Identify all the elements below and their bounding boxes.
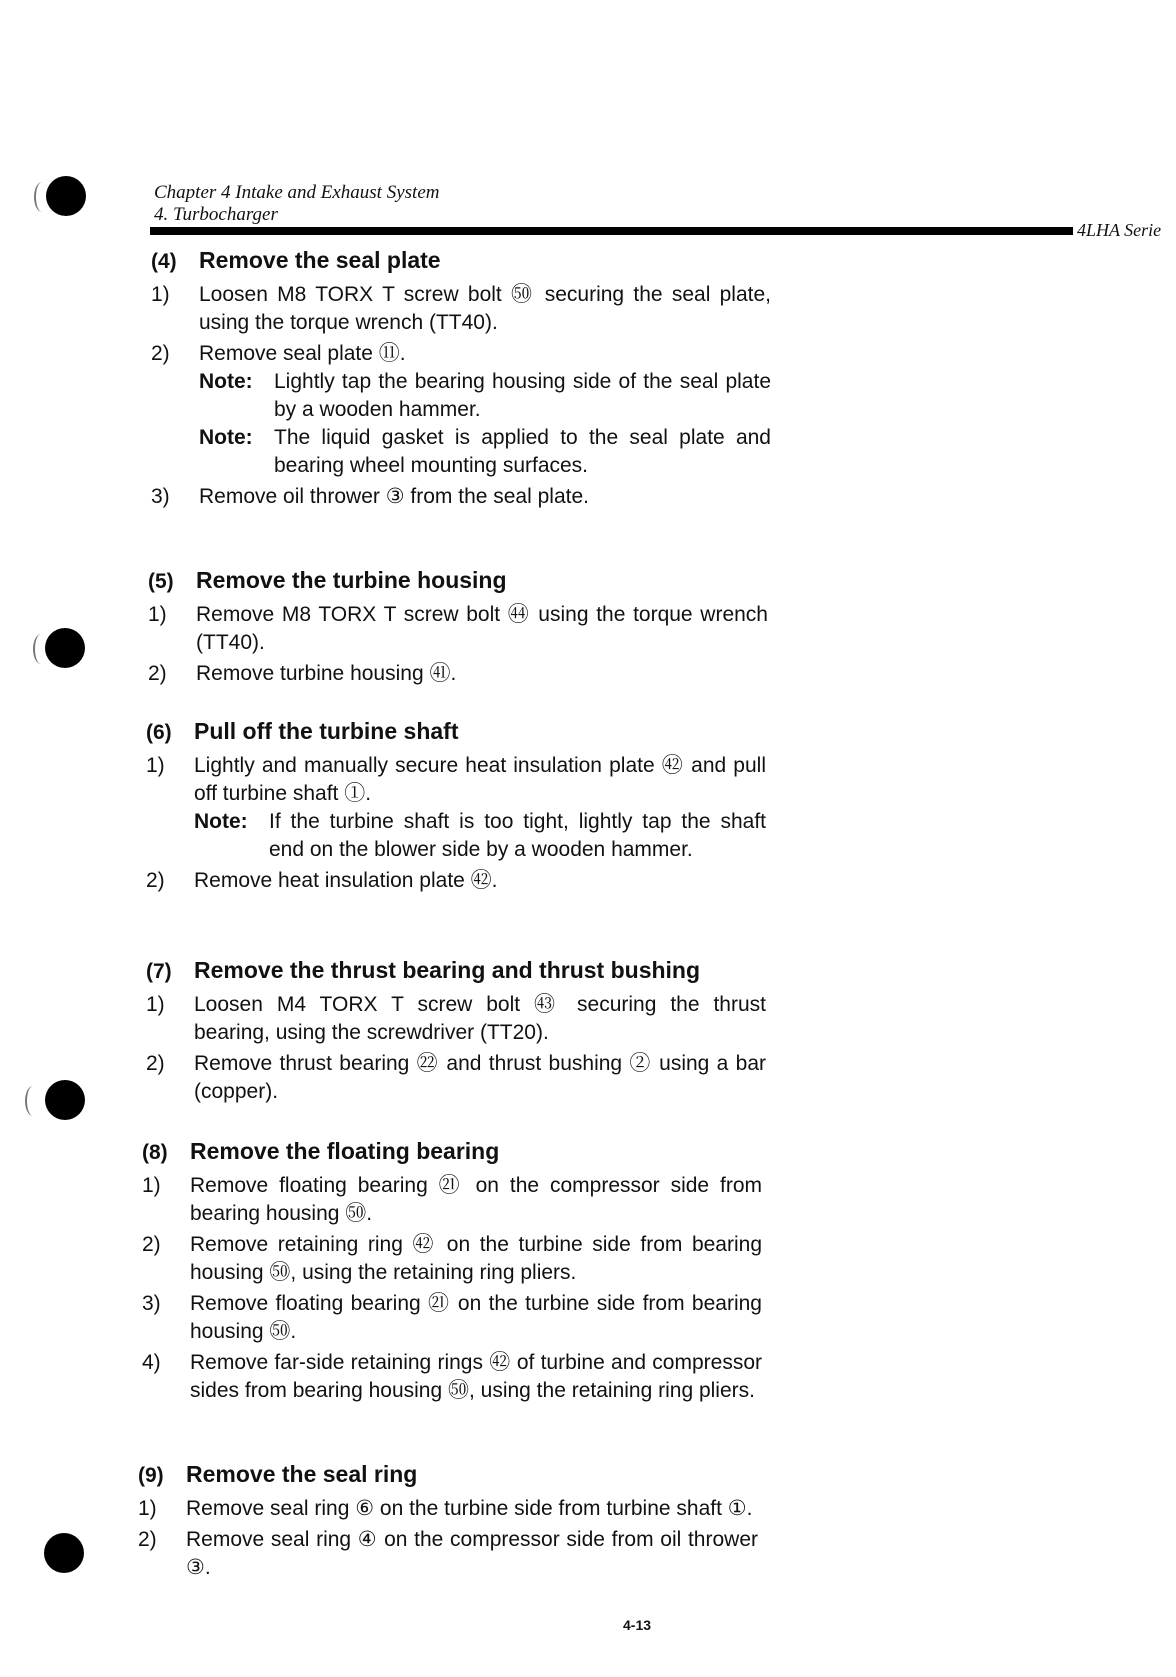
step-number: 1) [146,754,165,777]
section-number: (8) [142,1141,168,1164]
step-number: 3) [151,485,170,508]
step-text: Remove seal plate ⑪. [199,342,406,365]
section-heading: Remove the seal ring [186,1461,418,1487]
step-text: Remove heat insulation plate ㊷. [194,869,498,892]
note [199,424,771,480]
section-7 [146,957,766,1106]
step-text: Remove M8 TORX T screw bolt ㊹ using the torque wrench (TT40). [196,603,768,654]
section-heading: Remove the floating bearing [190,1138,500,1164]
note-text: The liquid gasket is applied to the seal plate and bearing wheel mounting surfaces. [274,426,771,477]
step [138,1526,758,1582]
step [138,1495,758,1523]
step [142,1172,762,1228]
step-text: Remove floating bearing ㉑ on the compressor side from bearing housing ㊿. [190,1174,762,1225]
section-number: (7) [146,960,172,983]
step-number: 3) [142,1292,161,1315]
step-number: 1) [138,1497,157,1520]
section-number: (6) [146,721,172,744]
step-text: Remove far-side retaining rings ㊷ of turbine and compressor sides from bearing housing ㊿, using the retaining ring pliers. [190,1351,762,1402]
step-number: 2) [142,1233,161,1256]
step-text: Remove seal ring ④ on the compressor side from oil thrower ③. [186,1528,758,1579]
step-text: Remove turbine housing ㊶. [196,662,457,685]
step [151,483,771,511]
step [146,1050,766,1106]
punch-hole-4 [44,1533,84,1573]
punch-hole-arc-1 [34,182,50,212]
section-heading: Pull off the turbine shaft [194,718,459,744]
step-text: Loosen M8 TORX T screw bolt ㊿ securing the seal plate, using the torque wrench (TT40). [199,283,771,334]
step [151,281,771,337]
step-text: Remove floating bearing ㉑ on the turbine side from bearing housing ㊿. [190,1292,762,1343]
step-number: 4) [142,1351,161,1374]
section-number: (4) [151,250,177,273]
step [142,1290,762,1346]
step-text: Loosen M4 TORX T screw bolt ㊸ securing the thrust bearing, using the screwdriver (TT20). [194,993,766,1044]
step [142,1349,762,1405]
section-5 [148,567,768,688]
step-text: Remove oil thrower ③ from the seal plate. [199,485,589,508]
step [146,752,766,864]
note-text: Lightly tap the bearing housing side of the seal plate by a wooden hammer. [274,370,771,421]
section-number: (5) [148,570,174,593]
step-number: 1) [146,993,165,1016]
header-rule [150,227,1073,235]
step-text: Remove retaining ring ㊷ on the turbine side from bearing housing ㊿, using the retaining ring pliers. [190,1233,762,1284]
note-label: Note: [199,370,253,393]
step [146,991,766,1047]
step-number: 2) [148,662,167,685]
punch-hole-arc-3 [25,1086,41,1116]
section-number: (9) [138,1464,164,1487]
step-number: 1) [142,1174,161,1197]
section-8 [142,1138,762,1405]
note-label: Note: [199,426,253,449]
page-number: 4-13 [623,1617,652,1633]
step-text: Lightly and manually secure heat insulation plate ㊷ and pull off turbine shaft ①. [194,754,766,805]
step-text: Remove thrust bearing ㉒ and thrust bushing ② using a bar (copper). [194,1052,766,1103]
step [146,867,766,895]
step-number: 2) [138,1528,157,1551]
step-number: 2) [146,1052,165,1075]
punch-hole-1 [46,176,86,216]
step-number: 1) [151,283,170,306]
section-heading: Remove the thrust bearing and thrust bushing [194,957,701,983]
step [148,660,768,688]
section-title: 4. Turbocharger [154,204,278,225]
chapter-title: Chapter 4 Intake and Exhaust System [154,182,440,203]
note-text: If the turbine shaft is too tight, lightly tap the shaft end on the blower side by a wooden hammer. [269,810,766,861]
punch-hole-arc-2 [33,634,49,664]
section-4 [151,247,771,511]
section-heading: Remove the seal plate [199,247,441,273]
section-6 [146,718,766,895]
step [148,601,768,657]
step [142,1231,762,1287]
step-number: 1) [148,603,167,626]
note [199,368,771,424]
series-label: 4LHA Serie [1077,220,1162,240]
step-number: 2) [151,342,170,365]
note-label: Note: [194,810,248,833]
punch-hole-2 [45,628,85,668]
section-9 [138,1461,758,1582]
step-number: 2) [146,869,165,892]
step-text: Remove seal ring ⑥ on the turbine side from turbine shaft ①. [186,1497,753,1520]
punch-hole-3 [45,1080,85,1120]
note [194,808,766,864]
step [151,340,771,480]
section-heading: Remove the turbine housing [196,567,507,593]
